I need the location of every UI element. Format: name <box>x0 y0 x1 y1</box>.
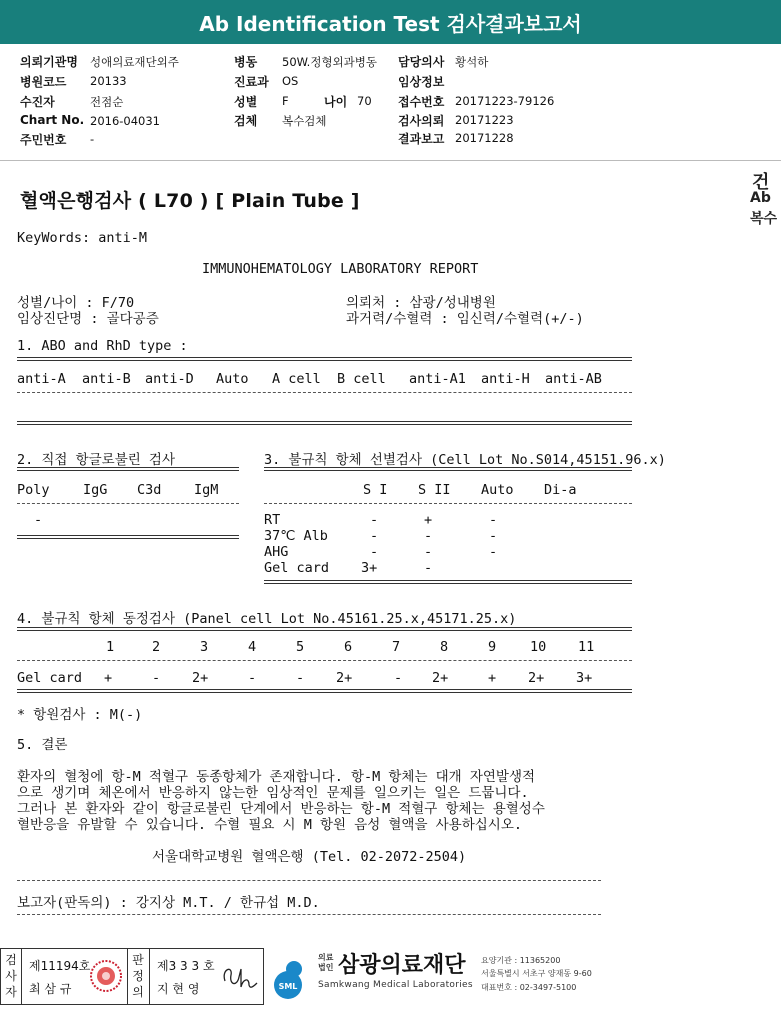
info-value: 20133 <box>90 74 127 88</box>
double-rule <box>17 357 632 361</box>
info-label: 나이 <box>324 95 348 109</box>
s1-col: anti-B <box>82 371 131 387</box>
conclusion-line: 환자의 혈청에 항-M 적혈구 동종항체가 존재합니다. 항-M 항체는 대개 자연발생적 <box>17 769 536 785</box>
s3-cell: - <box>424 528 433 544</box>
s1-col: A cell <box>272 371 321 387</box>
info-label: 성별 <box>234 95 258 109</box>
info-label: 접수번호 <box>398 95 445 109</box>
info-label: 병원코드 <box>20 75 67 89</box>
hospital-line: 서울대학교병원 혈액은행 (Tel. 02-2072-2504) <box>152 849 467 865</box>
org-tag: 법인 <box>318 963 334 972</box>
s4-cell: - <box>152 670 161 686</box>
info-label: 검사의뢰 <box>398 114 445 128</box>
s3-cell: - <box>489 544 498 560</box>
header-divider <box>0 160 781 161</box>
dashed-rule <box>17 503 239 504</box>
info-label: 담당의사 <box>398 55 445 69</box>
report-header <box>0 0 781 44</box>
s4-cell: 2+ <box>192 670 209 686</box>
s4-col: 9 <box>488 639 497 655</box>
s1-col: anti-A1 <box>409 371 466 387</box>
double-rule <box>17 421 632 425</box>
s3-row-label: 37℃ Alb <box>264 528 328 544</box>
s3-cell: - <box>489 528 498 544</box>
s4-col: 4 <box>248 639 257 655</box>
org-tag: 의료 <box>318 953 334 962</box>
s3-cell: - <box>489 512 498 528</box>
org-address: 서울특별시 서초구 양재동 9-60 <box>481 969 592 978</box>
lab-title: IMMUNOHEMATOLOGY LABORATORY REPORT <box>202 261 479 277</box>
conclusion-line: 그러나 본 환자와 같이 항글로불린 단계에서 반응하는 항-M 적혈구 항체는 용혈성수 <box>17 801 545 817</box>
section-3-title: 3. 불규칙 항체 선별검사 (Cell Lot No.S014,45151.96.x) <box>264 452 666 468</box>
conclusion-line: 으로 생기며 체온에서 반응하지 않는한 임상적인 문제를 일으키는 일은 드뭅니다. <box>17 785 529 801</box>
keywords: KeyWords: anti-M <box>17 230 148 246</box>
antigen-test: * 항원검사 : M(-) <box>17 707 143 723</box>
diagnosis: 임상진단명 : 골다공증 <box>17 311 159 327</box>
s4-cell: + <box>104 670 113 686</box>
requester: 의뢰처 : 삼광/성내병원 <box>346 295 496 311</box>
info-value: 복수검체 <box>282 114 327 128</box>
info-label: 검체 <box>234 114 258 128</box>
s4-col: 3 <box>200 639 209 655</box>
info-value: 성애의료재단외주 <box>90 55 179 69</box>
info-value: OS <box>282 74 299 88</box>
s3-col: S I <box>363 482 388 498</box>
info-label: 결과보고 <box>398 132 445 146</box>
info-value: 20171223-79126 <box>455 94 555 108</box>
inspector-label: 검사자 <box>5 953 17 999</box>
s4-col: 6 <box>344 639 353 655</box>
sml-logo-icon <box>268 953 316 1001</box>
s4-cell: 2+ <box>528 670 545 686</box>
info-label: 주민번호 <box>20 133 67 147</box>
reviewer-cell <box>149 949 263 1004</box>
s4-row-label: Gel card <box>17 670 83 686</box>
s2-col: C3d <box>137 482 162 498</box>
s1-col: anti-D <box>145 371 194 387</box>
reporter-line: 보고자(판독의) : 강지상 M.T. / 한규섭 M.D. <box>17 895 320 911</box>
s4-cell: - <box>394 670 403 686</box>
info-value: F <box>282 94 289 108</box>
report-header-title: Ab Identification Test 검사결과보고서 <box>199 12 582 36</box>
inspector-cell <box>21 949 128 1004</box>
s1-col: B cell <box>337 371 386 387</box>
conclusion-line: 혈반응을 유발할 수 있습니다. 수혈 필요 시 M 항원 음성 혈액을 사용하십시오. <box>17 817 523 833</box>
info-label: 의뢰기관명 <box>20 55 78 69</box>
inspector-name: 최 삼 규 <box>29 982 72 996</box>
section-2-title: 2. 직접 항글로불린 검사 <box>17 452 176 468</box>
s3-cell: - <box>370 544 379 560</box>
s2-value: - <box>34 512 43 528</box>
double-rule <box>264 467 632 471</box>
info-label: 수진자 <box>20 95 55 109</box>
dashed-rule <box>17 914 601 915</box>
s4-col: 11 <box>578 639 595 655</box>
s3-cell: - <box>424 560 433 576</box>
reviewer-label-cell <box>127 949 150 1004</box>
s3-row-label: RT <box>264 512 281 528</box>
signature-box <box>0 948 264 1005</box>
side-text: Ab <box>750 190 771 206</box>
s4-cell: 3+ <box>576 670 593 686</box>
info-value: - <box>90 132 95 146</box>
info-value: 2016-04031 <box>90 114 160 128</box>
s3-row-label: Gel card <box>264 560 330 576</box>
s1-col: Auto <box>216 371 249 387</box>
double-rule <box>17 535 239 539</box>
inspector-label-cell <box>1 949 22 1004</box>
org-code: 요양기관 : 11365200 <box>481 956 561 965</box>
double-rule <box>17 689 632 693</box>
side-text: 복수 <box>750 211 778 227</box>
inspector-number: 제11194호 <box>29 959 91 973</box>
s4-cell: - <box>248 670 257 686</box>
dashed-rule <box>17 392 632 393</box>
s3-cell: - <box>370 528 379 544</box>
s4-cell: 2+ <box>432 670 449 686</box>
dashed-rule <box>17 880 601 881</box>
info-value: 20171228 <box>455 131 514 145</box>
info-value: 황석하 <box>455 55 489 69</box>
dashed-rule <box>264 503 632 504</box>
org-english: Samkwang Medical Laboratories <box>318 980 473 990</box>
s3-cell: - <box>370 512 379 528</box>
info-label: 임상정보 <box>398 75 445 89</box>
org-phone: 대표번호 : 02-3497-5100 <box>481 983 577 992</box>
s3-cell: 3+ <box>361 560 378 576</box>
info-value: 70 <box>357 94 372 108</box>
s4-cell: 2+ <box>336 670 353 686</box>
seal-stamp-icon <box>89 959 123 993</box>
info-label: 병동 <box>234 55 258 69</box>
s4-col: 2 <box>152 639 161 655</box>
section-1-title: 1. ABO and RhD type : <box>17 338 188 354</box>
info-label: 진료과 <box>234 75 269 89</box>
s3-col: Auto <box>481 482 514 498</box>
history: 과거력/수혈력 : 임신력/수혈력(+/-) <box>346 311 584 327</box>
s3-col: Di-a <box>544 482 577 498</box>
info-label: Chart No. <box>20 113 85 127</box>
double-rule <box>264 580 632 584</box>
section-4-title: 4. 불규칙 항체 동정검사 (Panel cell Lot No.45161.25.x,45171.25.x) <box>17 611 517 627</box>
double-rule <box>17 627 632 631</box>
logo-text: SML <box>278 982 298 991</box>
info-value: 20171223 <box>455 113 514 127</box>
s2-col: IgM <box>194 482 219 498</box>
org-name: 삼광의료재단 <box>338 953 466 978</box>
dashed-rule <box>17 660 632 661</box>
double-rule <box>17 467 239 471</box>
s1-col: anti-AB <box>545 371 602 387</box>
s3-cell: - <box>424 544 433 560</box>
report-title: 혈액은행검사 ( L70 ) [ Plain Tube ] <box>20 190 360 212</box>
reviewer-label: 판정의 <box>132 953 144 999</box>
s2-col: IgG <box>83 482 108 498</box>
reviewer-name: 지 현 영 <box>157 982 200 996</box>
s4-col: 10 <box>530 639 547 655</box>
s3-cell: + <box>424 512 433 528</box>
s4-col: 1 <box>106 639 115 655</box>
reviewer-number: 제3 3 3 호 <box>157 959 215 973</box>
s4-cell: + <box>488 670 497 686</box>
sex-age: 성별/나이 : F/70 <box>17 295 135 311</box>
info-value: 전점순 <box>90 95 124 109</box>
info-value: 50W.정형외과병동 <box>282 55 377 69</box>
side-text: 건 <box>752 172 770 193</box>
section-5-title: 5. 결론 <box>17 737 68 753</box>
s4-col: 8 <box>440 639 449 655</box>
s1-col: anti-A <box>17 371 66 387</box>
s2-col: Poly <box>17 482 50 498</box>
s1-col: anti-H <box>481 371 530 387</box>
s3-col: S II <box>418 482 451 498</box>
s3-row-label: AHG <box>264 544 289 560</box>
s4-col: 7 <box>392 639 401 655</box>
s4-cell: - <box>296 670 305 686</box>
signature-icon <box>219 959 259 995</box>
s4-col: 5 <box>296 639 305 655</box>
